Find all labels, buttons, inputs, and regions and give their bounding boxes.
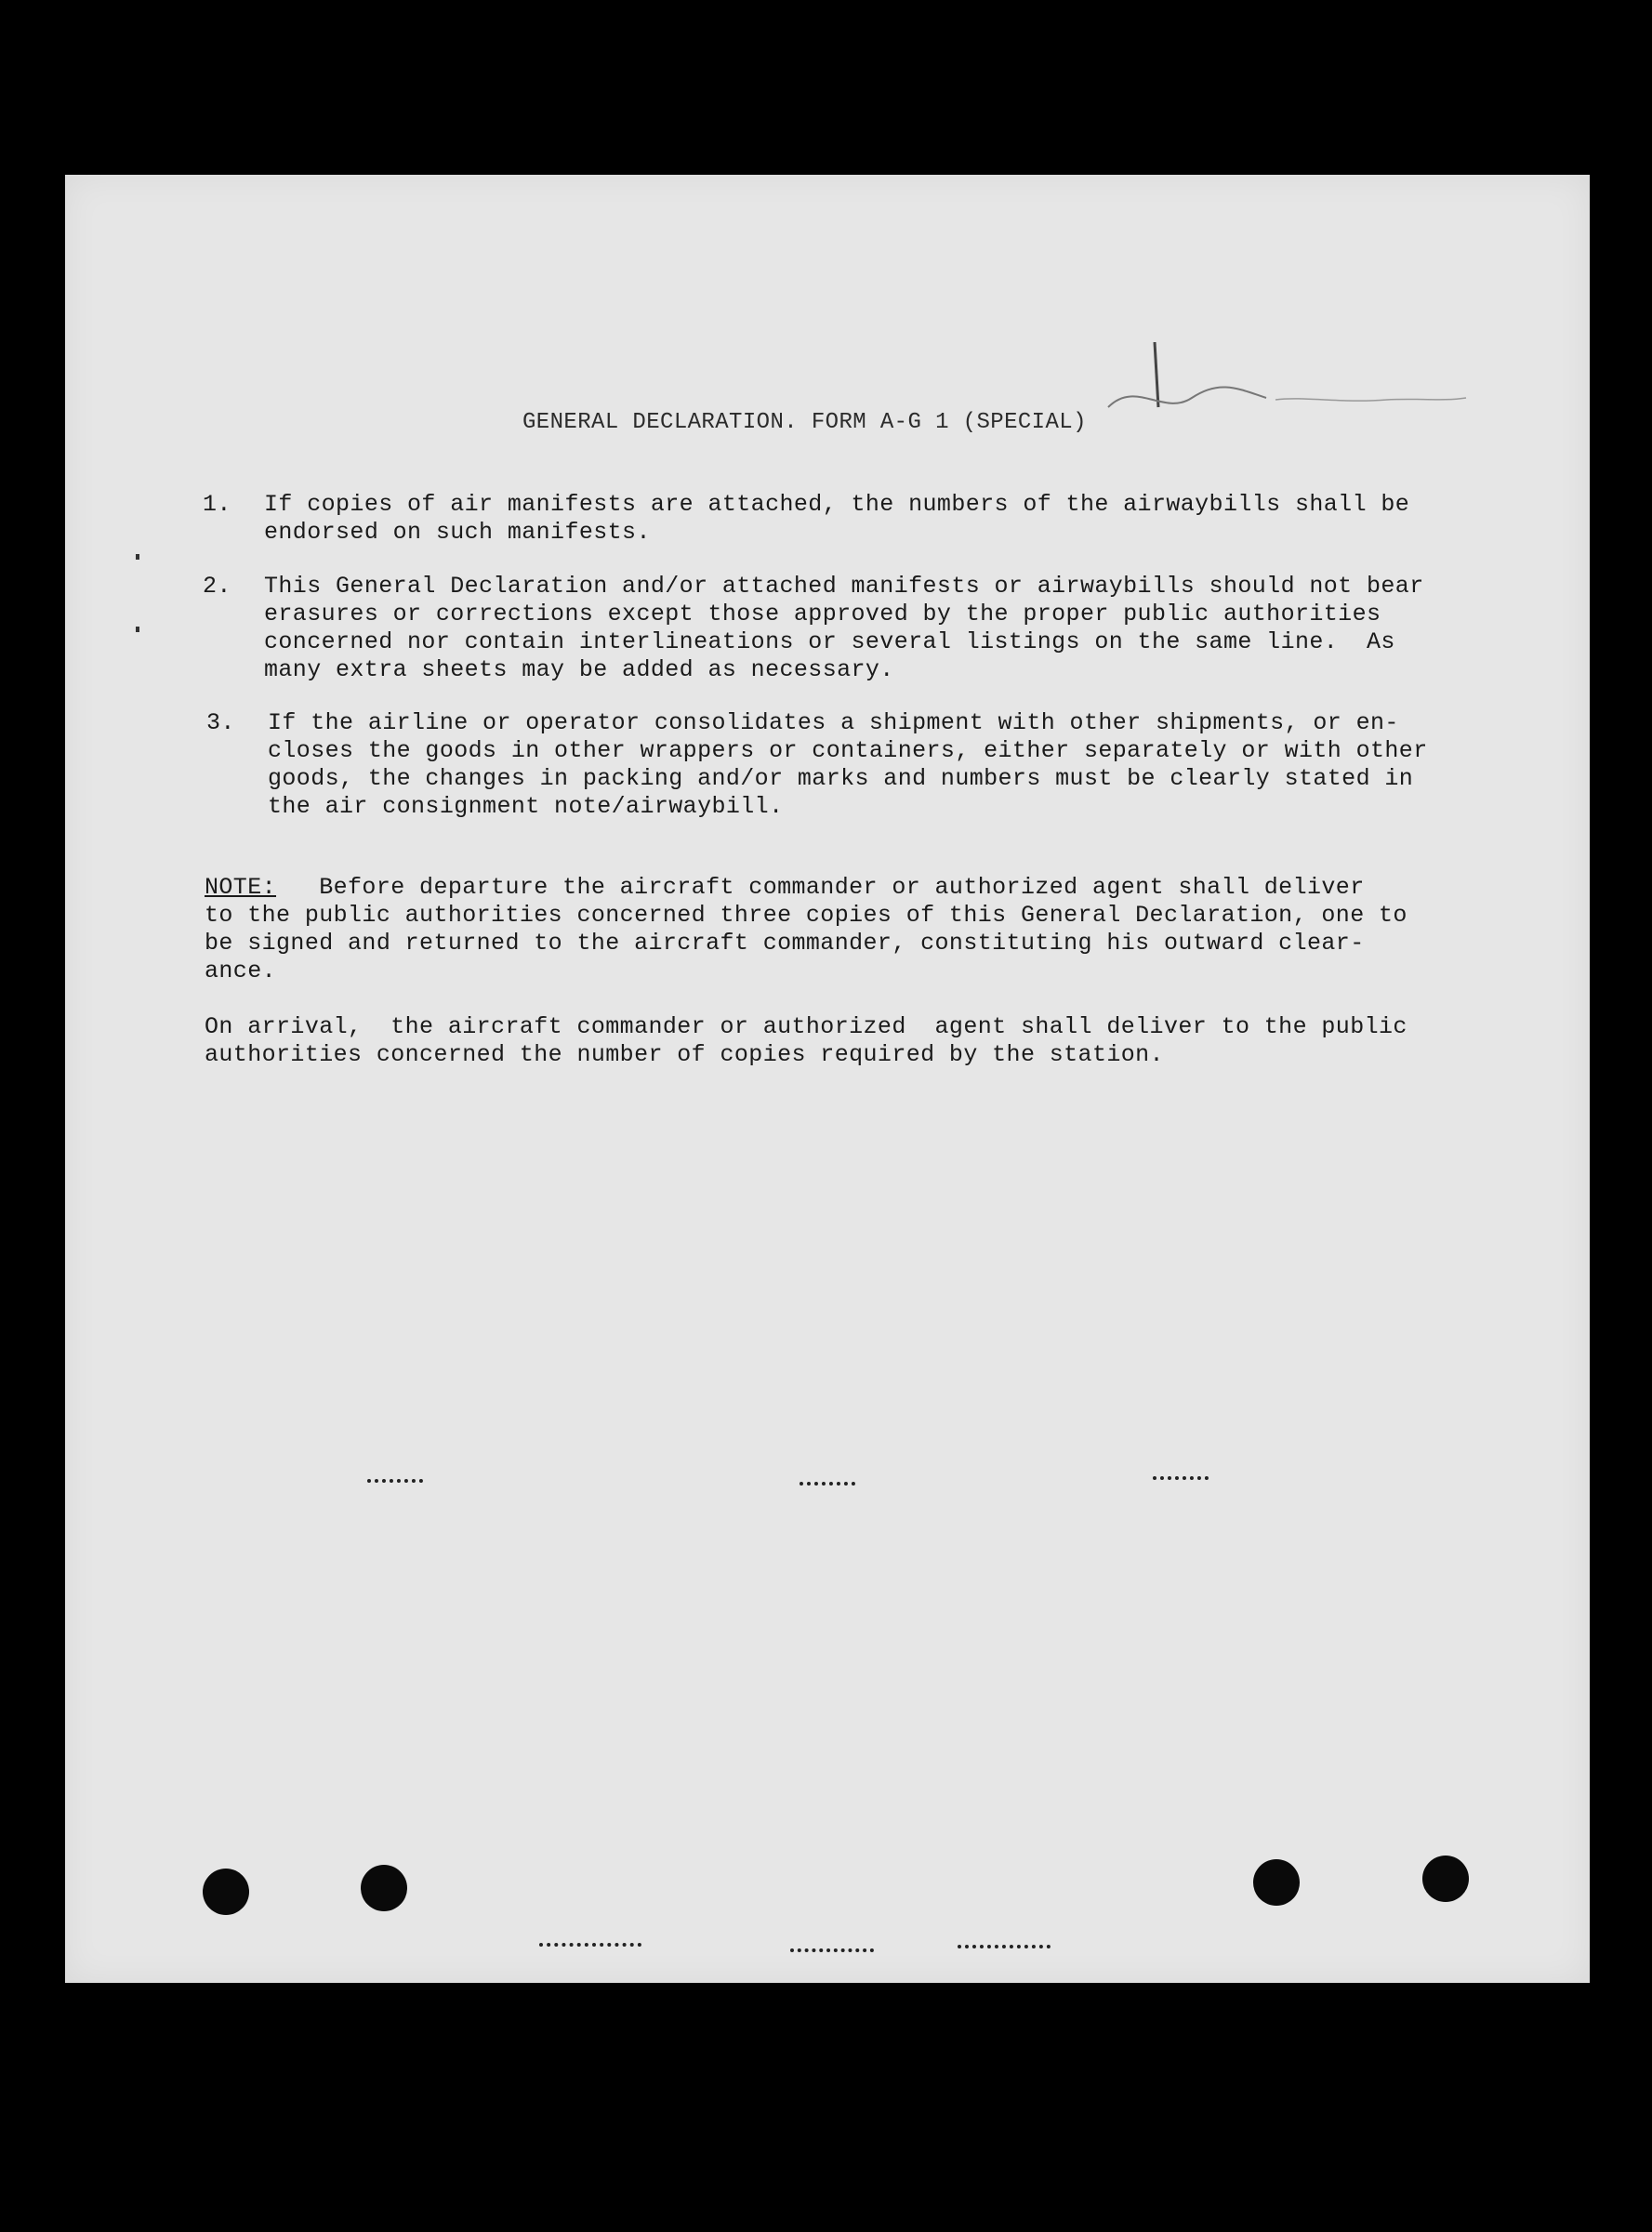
item-number: 1. (203, 491, 231, 518)
item-number: 3. (206, 709, 235, 736)
paper-sheet (65, 175, 1590, 1983)
item-text: If copies of air manifests are attached, the numbers of the airwaybills shall be endorsed on such manifests. (264, 491, 1410, 546)
pencil-mark (1080, 342, 1471, 454)
margin-speck (136, 554, 139, 560)
scan-speck (958, 1945, 1051, 1952)
scan-speck (367, 1479, 423, 1486)
item-text: If the airline or operator consolidates a shipment with other shipments, or en- closes the goods in other wrappers or containers, either separately or with other goods, the changes in packing and/or marks and numbers must be clearly stated in the air consignment note/airwaybill. (268, 709, 1428, 820)
scan-speck (539, 1943, 641, 1950)
item-number: 2. (203, 573, 231, 600)
scan-speck (800, 1482, 855, 1489)
item-text: This General Declaration and/or attached manifests or airwaybills should not bear erasures or corrections except those approved by the proper public authorities concerned nor contain interlineations or several listings on the same line. As many extra sheets may be added as necessary. (264, 573, 1424, 683)
scan-speck (790, 1948, 874, 1956)
note-label: NOTE: (205, 874, 277, 901)
punch-hole (1253, 1859, 1300, 1906)
margin-speck (136, 627, 139, 632)
page-title: GENERAL DECLARATION. FORM A-G 1 (SPECIAL) (522, 410, 1087, 435)
arrival-paragraph: On arrival, the aircraft commander or authorized agent shall deliver to the public authorities concerned the number of copies required by the station. (205, 1013, 1408, 1068)
punch-hole (361, 1865, 407, 1911)
punch-hole (1422, 1856, 1469, 1902)
note-paragraph (205, 874, 1408, 985)
punch-hole (203, 1869, 249, 1915)
note-text: Before departure the aircraft commander or authorized agent shall deliver to the public authorities concerned three copies of this General Declaration, one to be signed and returned to the aircraft commander, constituting his outward clear- ance. (205, 874, 1408, 984)
scan-speck (1153, 1476, 1209, 1484)
